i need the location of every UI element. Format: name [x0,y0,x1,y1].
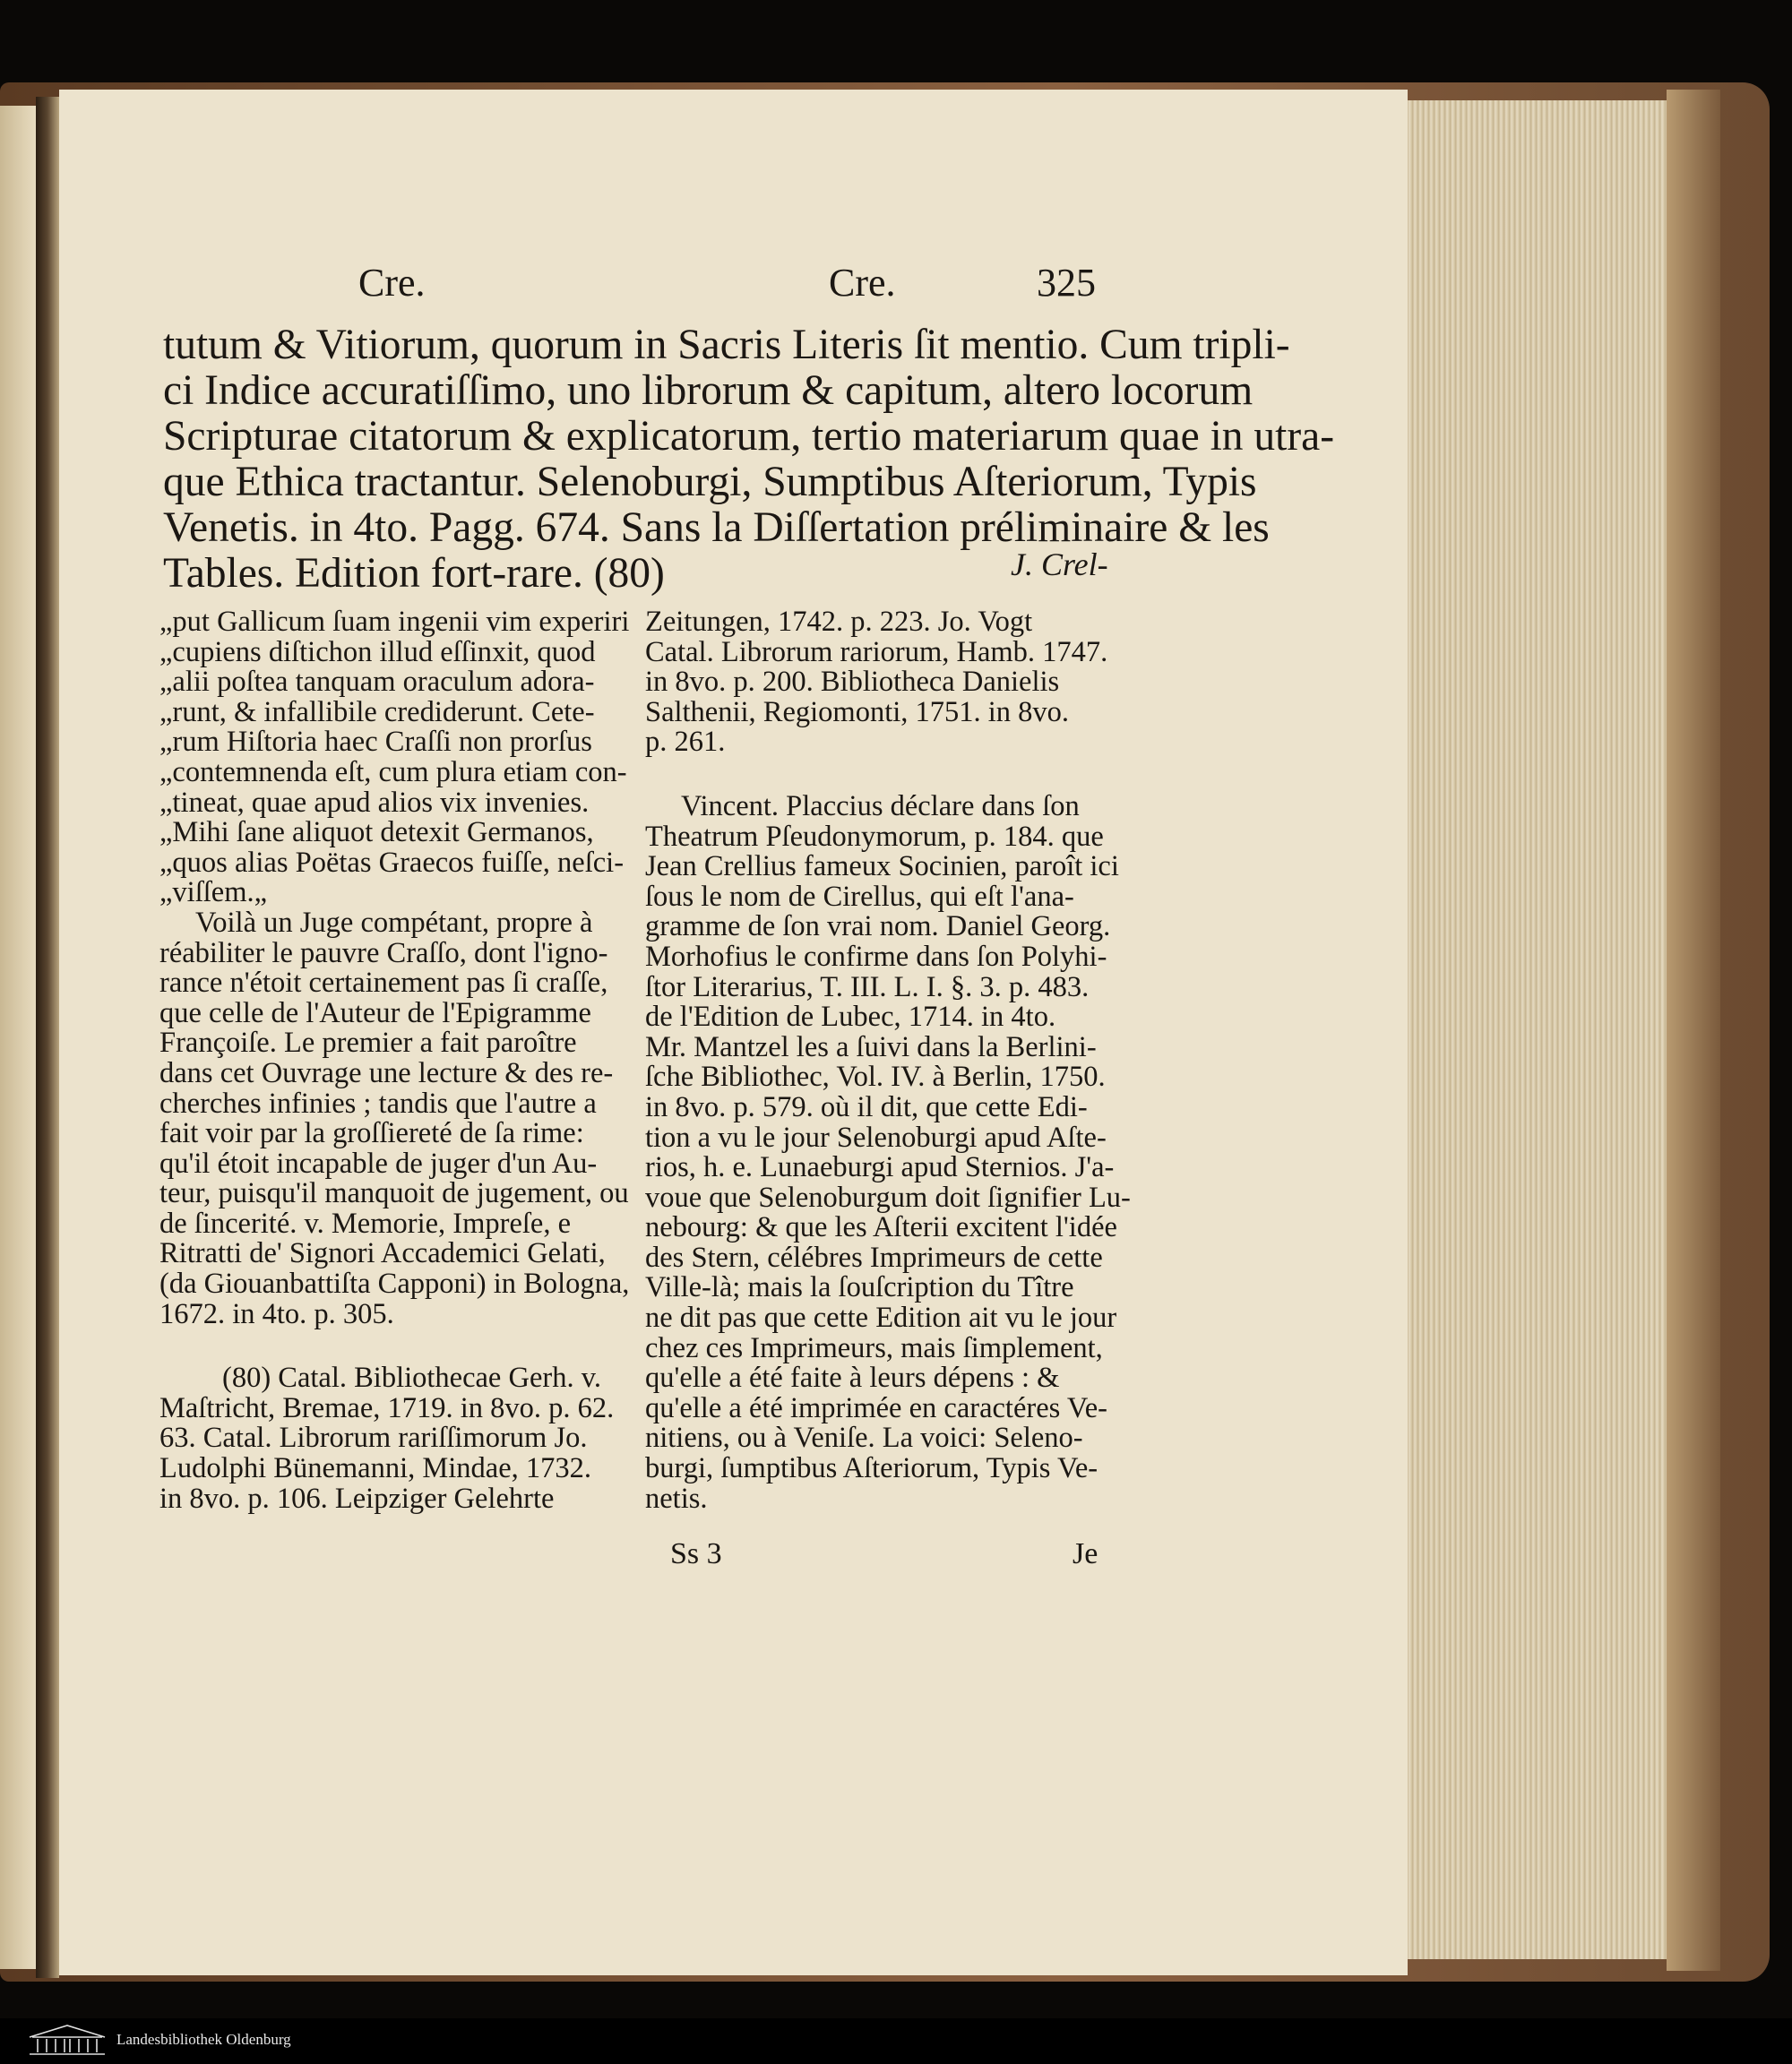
column-line: Morhofius le confirme dans ſon Polyhi- [645,940,1107,973]
column-line: ſche Bibliothec, Vol. IV. à Berlin, 1750. [645,1061,1106,1094]
column-line: dans cet Ouvrage une lecture & des re- [159,1056,614,1089]
column-line: „viſſem.„ [159,876,268,909]
column-line: Zeitungen, 1742. p. 223. Jo. Vogt [645,606,1033,638]
top-block-line: Scripturae citatorum & explicatorum, tertio materiarum quae in utra- [163,413,1335,460]
column-line: de l'Edition de Lubec, 1714. in 4to. [645,1001,1056,1034]
library-building-icon [27,2023,108,2057]
signature-mark: Ss 3 [670,1537,722,1570]
column-line: (80) Catal. Bibliothecae Gerh. v. [222,1362,601,1395]
left-page-edge [0,106,36,1969]
running-head-center: Cre. [829,261,896,305]
column-line: Theatrum Pſeudonymorum, p. 184. que [645,820,1104,853]
column-line: gramme de ſon vrai nom. Daniel Georg. [645,910,1111,943]
column-line: Ritratti de' Signori Accademici Gelati, [159,1237,606,1270]
column-line: des Stern, célébres Imprimeurs de cette [645,1241,1103,1274]
column-line: burgi, ſumptibus Aſteriorum, Typis Ve- [645,1452,1098,1485]
column-line: chez ces Imprimeurs, mais ſimplement, [645,1331,1103,1364]
column-line: que celle de l'Auteur de l'Epigramme [159,996,591,1029]
column-line: „alii poſtea tanquam oraculum adora- [159,666,595,699]
column-line: ſous le nom de Cirellus, qui eſt l'ana- [645,880,1074,913]
column-line: teur, puisqu'il manquoit de jugement, ou [159,1177,629,1210]
top-block-line: Venetis. in 4to. Pagg. 674. Sans la Diſſertation préliminaire & les [163,504,1270,551]
column-line: fait voir par la groſſiereté de ſa rime: [159,1117,584,1150]
right-column [645,607,1131,1514]
column-line: Maſtricht, Bremae, 1719. in 8vo. p. 62. [159,1391,615,1424]
column-line: qu'elle a été faite à leurs dépens : & [645,1362,1060,1395]
column-line: qu'il étoit incapable de juger d'un Au- [159,1147,598,1180]
top-block [163,322,1334,597]
column-line: Salthenii, Regiomonti, 1751. in 8vo. [645,695,1070,728]
column-line: de ſincerité. v. Memorie, Impreſe, e [159,1207,572,1240]
column-line: „contemnenda eſt, cum plura etiam con- [159,755,627,788]
column-line: Mr. Mantzel les a ſuivi dans la Berlini- [645,1030,1097,1063]
column-line: cherches infinies ; tandis que l'autre a [159,1087,597,1120]
column-line: „tineat, quae apud alios vix invenies. [159,786,590,819]
column-line: „rum Hiſtoria haec Craſſi non prorſus [159,726,592,759]
cover-edge [1667,90,1720,1971]
column-line: Voilà un Juge compétant, propre à [195,906,593,939]
book-gutter [36,97,59,1978]
column-line: p. 261. [645,726,726,759]
column-line: qu'elle a été imprimée en caractéres Ve- [645,1391,1107,1424]
page-block-edge [1408,100,1676,1959]
column-line: 1672. in 4to. p. 305. [159,1297,394,1330]
column-line: rance n'étoit certainement pas ſi craſſe, [159,967,608,1000]
top-block-line: tutum & Vitiorum, quorum in Sacris Literis ſit mentio. Cum tripli- [163,322,1290,368]
column-line: „quos alias Poëtas Graecos fuiſſe, neſci- [159,846,625,879]
library-name: Landesbibliothek Oldenburg [116,2031,291,2048]
column-line: Vincent. Placcius déclare dans ſon [681,789,1080,822]
column-line: réabiliter le pauvre Craſſo, dont l'igno- [159,936,608,969]
page-number: 325 [1037,261,1096,305]
column-line: in 8vo. p. 579. où il dit, que cette Edi- [645,1090,1088,1123]
column-line: ne dit pas que cette Edition ait vu le jour [645,1302,1117,1335]
column-line: ſtor Literarius, T. III. L. I. §. 3. p. 483. [645,970,1090,1003]
column-line: Ludolphi Bünemanni, Mindae, 1732. [159,1452,592,1485]
column-line: Ville-là; mais la ſouſcription du Tître [645,1271,1074,1304]
column-line: „runt, & infallibile crediderunt. Cete- [159,695,595,728]
column-line: nebourg: & que les Aſterii excitent l'idée [645,1211,1117,1244]
column-line: voue que Selenoburgum doit ſignifier Lu- [645,1181,1131,1214]
top-block-line: ci Indice accuratiſſimo, uno librorum & capitum, altero locorum [163,367,1254,414]
running-head-left: Cre. [358,261,426,305]
column-line: nitiens, ou à Veniſe. La voici: Seleno- [645,1422,1083,1455]
column-line: Françoiſe. Le premier a fait paroître [159,1027,577,1060]
column-line: Jean Crellius fameux Socinien, paroît ici [645,850,1119,883]
column-line: 63. Catal. Librorum rariſſimorum Jo. [159,1422,588,1455]
column-line: (da Giouanbattiſta Capponi) in Bologna, [159,1268,630,1301]
column-line: netis. [645,1482,708,1515]
top-block-line: Tables. Edition fort-rare. (80) [163,550,665,597]
top-block-line: que Ethica tractantur. Selenoburgi, Sumptibus Aſteriorum, Typis [163,459,1257,505]
catchword-top: J. Crel- [1011,546,1108,582]
column-line: „cupiens diſtichon illud eſſinxit, quod [159,635,596,668]
column-line: rios, h. e. Lunaeburgi apud Sternios. J'a- [645,1151,1115,1184]
column-line: in 8vo. p. 106. Leipziger Gelehrte [159,1482,555,1515]
column-line: „put Gallicum ſuam ingenii vim experiri [159,606,630,638]
catchword-bottom: Je [1073,1537,1098,1570]
left-column [159,607,629,1514]
column-line: „Mihi ſane aliquot detexit Germanos, [159,816,594,849]
column-line: tion a vu le jour Selenoburgi apud Aſte- [645,1121,1107,1154]
column-line: in 8vo. p. 200. Bibliotheca Danielis [645,666,1060,699]
column-line: Catal. Librorum rariorum, Hamb. 1747. [645,635,1108,668]
